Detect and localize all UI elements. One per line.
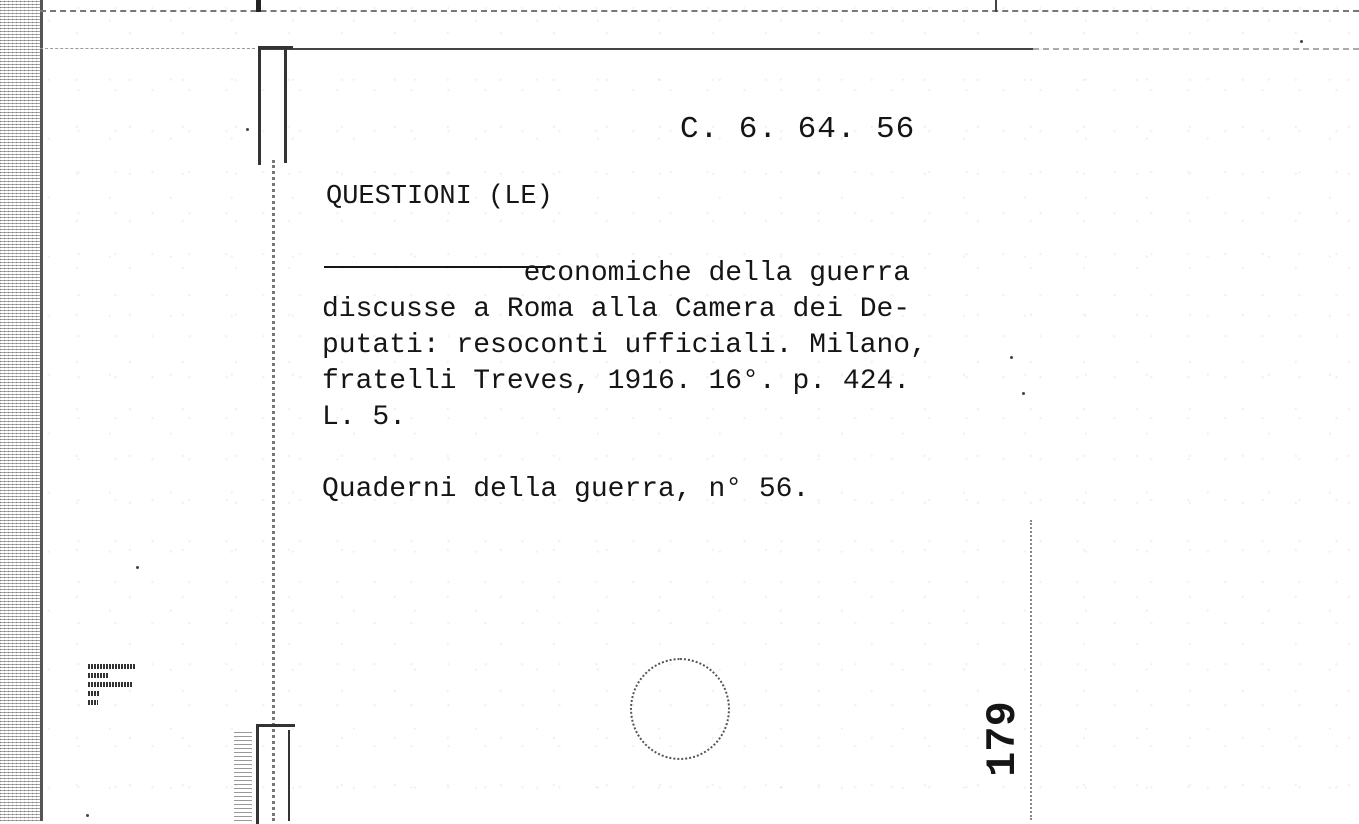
card-right-edge [1030,520,1032,820]
bottom-left-texture [234,730,252,821]
top-border-line [40,10,1359,13]
binding-edge [0,0,40,821]
card-holder-bracket-top-inner [284,48,287,163]
card-holder-bracket-bottom-inner [288,730,290,821]
punch-hole [630,658,730,760]
top-mark [256,0,261,12]
speck [246,128,249,131]
speck [1300,40,1303,43]
entry-line: putati: resoconti ufficiali. Milano, [322,330,927,361]
speck [1022,392,1025,395]
bibliographic-entry [322,256,1022,436]
card-top-line [258,48,1033,50]
entry-line: fratelli Treves, 1916. 16°. p. 424. [322,366,911,397]
stamp-smudge [88,664,138,724]
sheet-number: 179 [978,701,1027,777]
catalog-heading: QUESTIONI (LE) [326,182,553,212]
card-top-line-right [1033,48,1359,51]
entry-line: economiche della guerra [322,258,911,289]
binding-edge-line [40,0,43,821]
card-left-edge [272,160,275,821]
card-holder-bracket-top [258,46,293,165]
entry-line: discusse a Roma alla Camera dei De- [322,294,911,325]
speck [136,566,139,569]
top-mark-right [995,0,997,12]
call-number: C. 6. 64. 56 [680,112,916,147]
speck [86,814,89,817]
card-top-line-left [40,48,255,50]
series-note: Quaderni della guerra, n° 56. [322,474,810,505]
entry-line: L. 5. [322,402,407,433]
